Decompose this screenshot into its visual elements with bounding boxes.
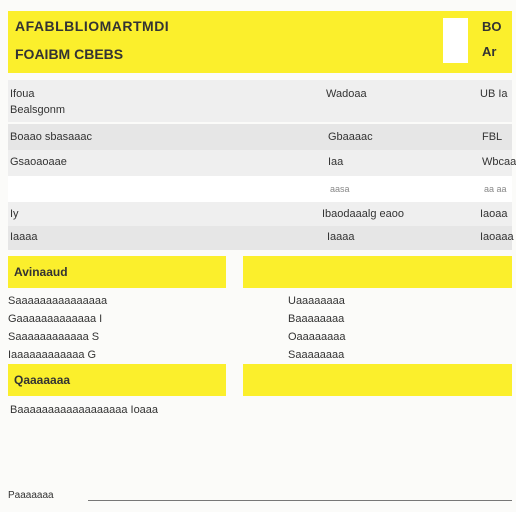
signature-line xyxy=(88,500,512,501)
section1-right-line-1: Uaaaaaaaa xyxy=(288,295,345,307)
section1-left-line-1: Saaaaaaaaaaaaaaa xyxy=(8,295,108,307)
info-row-1-left-a: Ifoua xyxy=(10,88,35,100)
signature-label: Paaaaaaa xyxy=(8,490,54,501)
info-row-3-left: Gsaoaoaae xyxy=(10,156,67,168)
info-row-6-mid: Iaaaa xyxy=(327,231,355,243)
info-row-5-bg xyxy=(8,202,512,226)
section1-right-line-2: Baaaaaaaa xyxy=(288,313,345,325)
info-row-6-bg xyxy=(8,226,512,250)
info-row-4-right: aa aa xyxy=(484,184,507,194)
info-row-6-right: Iaoaaa xyxy=(480,231,514,243)
info-row-1-mid: Wadoaa xyxy=(326,88,367,100)
section1-right-line-3: Oaaaaaaaa xyxy=(288,331,346,343)
header-corner-top: BO xyxy=(482,19,502,34)
section1-left-line-4: Iaaaaaaaaaaaa G xyxy=(8,349,97,361)
section1-left-line-2: Gaaaaaaaaaaaaa I xyxy=(8,313,103,325)
info-row-4-bg xyxy=(8,176,512,202)
header-subtitle: FOAIBM CBEBS xyxy=(15,46,124,62)
section1-left-line-3: Saaaaaaaaaaaa S xyxy=(8,331,100,343)
section2-right-bar xyxy=(243,364,512,396)
info-row-2-left: Boaao sbasaaac xyxy=(10,131,92,143)
section2-body-line: Baaaaaaaaaaaaaaaaaa Ioaaa xyxy=(10,404,159,416)
info-row-1-bg xyxy=(8,80,512,122)
info-row-5-mid: Ibaodaaalg eaoo xyxy=(322,208,404,220)
section2-title: Qaaaaaaa xyxy=(14,373,71,387)
section1-right-bar xyxy=(243,256,512,288)
header-title: AFABLBLIOMARTMDI xyxy=(15,18,170,34)
info-row-3-right: Wbcaa xyxy=(482,156,516,168)
info-row-3-mid: Iaa xyxy=(328,156,344,168)
info-row-1-right: UB Ia xyxy=(480,88,508,100)
info-row-5-left: Iy xyxy=(10,208,19,220)
info-row-1-left-b: Bealsgonm xyxy=(10,104,66,116)
info-row-5-right: Iaoaa xyxy=(480,208,508,220)
header-corner-bottom: Ar xyxy=(482,44,497,59)
section1-right-line-4: Saaaaaaaa xyxy=(288,349,345,361)
info-row-2-right: FBL xyxy=(482,131,503,143)
info-row-2-mid: Gbaaaac xyxy=(328,131,373,143)
section1-title: Avinaaud xyxy=(14,265,68,279)
info-row-4-mid: aasa xyxy=(330,184,350,194)
header-logo-box xyxy=(443,18,468,63)
info-row-6-left: Iaaaa xyxy=(10,231,38,243)
info-row-3-bg xyxy=(8,150,512,176)
